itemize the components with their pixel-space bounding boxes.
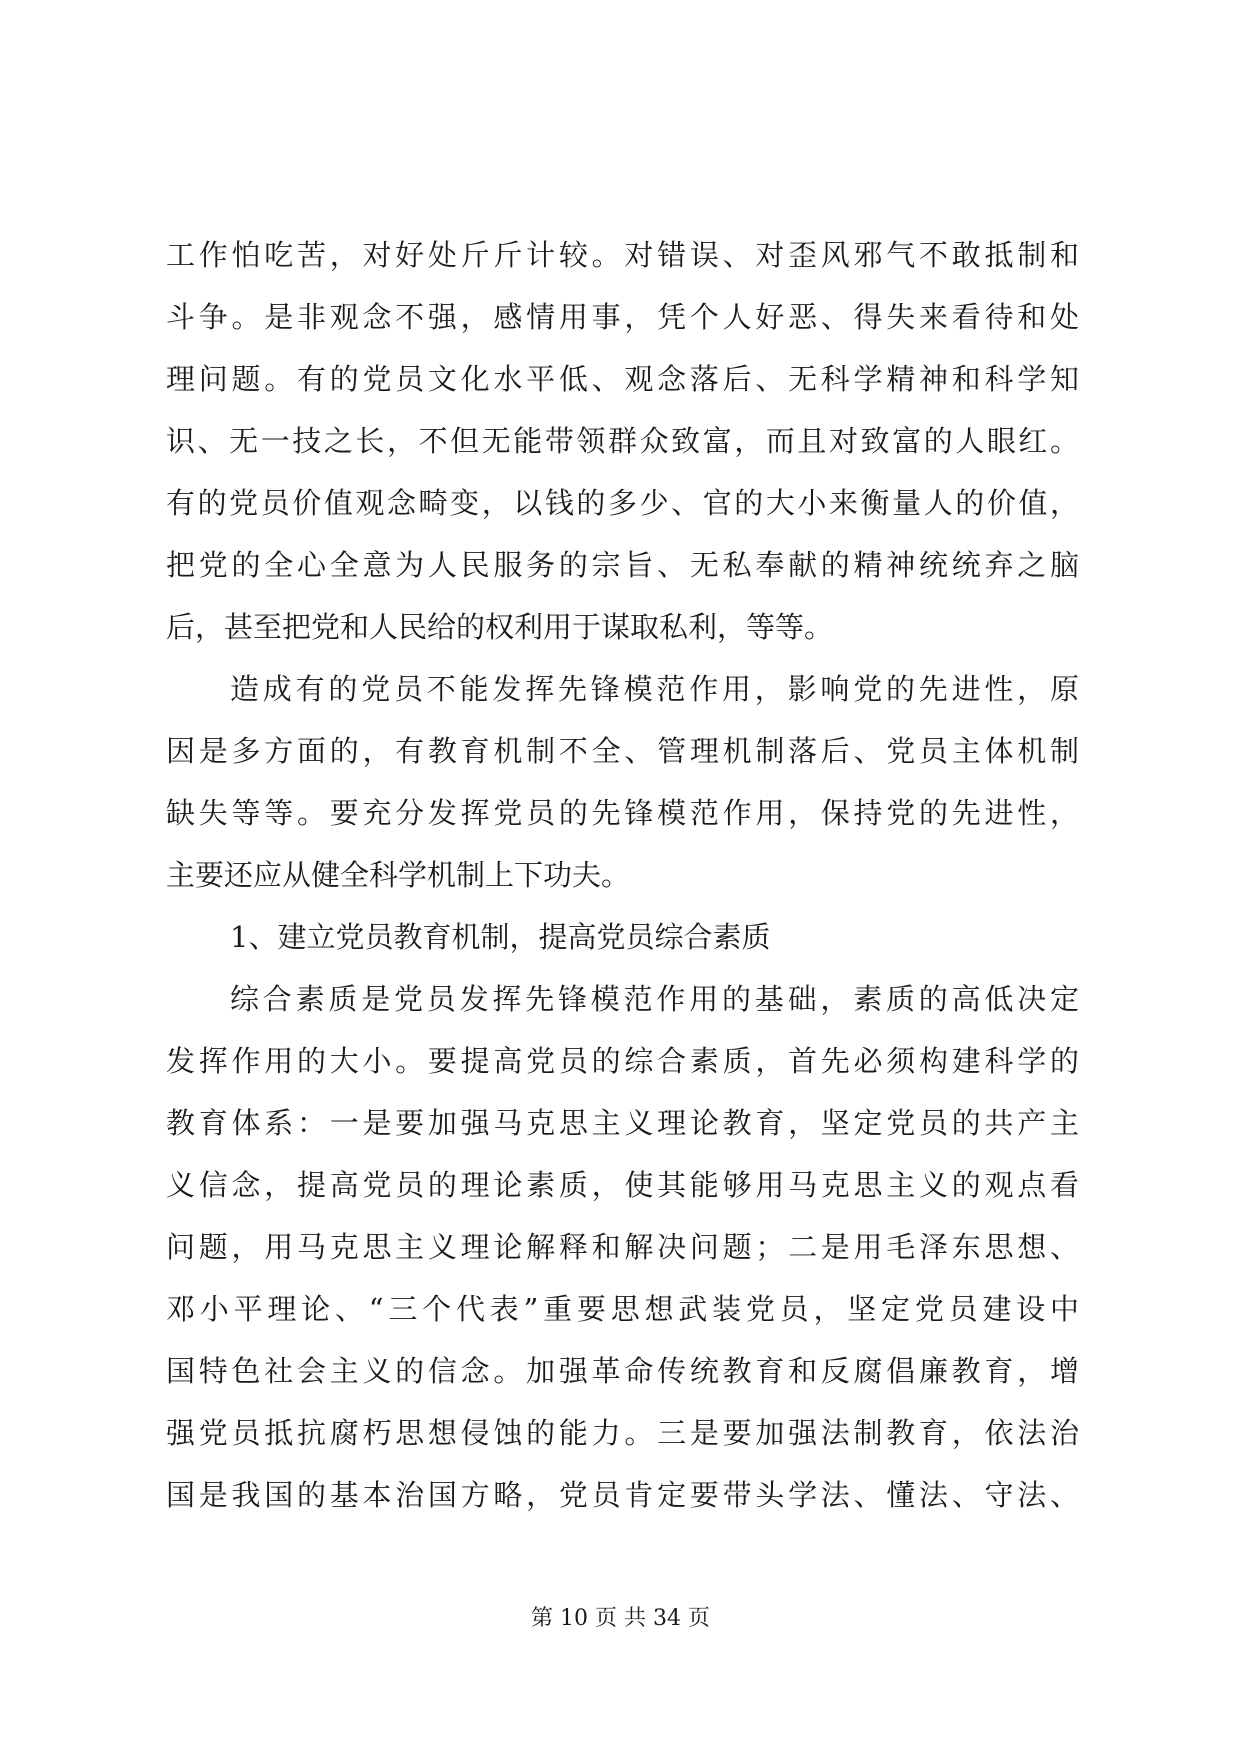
text-line: 缺失等等。要充分发挥党员的先锋模范作用，保持党的先进性，: [166, 796, 1079, 830]
text-line: 斗争。是非观念不强，感情用事，凭个人好恶、得失来看待和处: [166, 300, 1079, 334]
text-line: 义信念，提高党员的理论素质，使其能够用马克思主义的观点看: [166, 1168, 1079, 1202]
text-line: 识、无一技之长，不但无能带领群众致富，而且对致富的人眼红。: [166, 424, 1079, 458]
page-number: 第 10 页 共 34 页: [531, 1606, 710, 1631]
text-line: 造成有的党员不能发挥先锋模范作用，影响党的先进性，原: [230, 672, 1079, 706]
text-line: 1、建立党员教育机制，提高党员综合素质: [230, 920, 771, 954]
text-line: 把党的全心全意为人民服务的宗旨、无私奉献的精神统统弃之脑: [166, 548, 1079, 582]
text-line: 综合素质是党员发挥先锋模范作用的基础，素质的高低决定: [230, 982, 1079, 1016]
text-line: 发挥作用的大小。要提高党员的综合素质，首先必须构建科学的: [166, 1044, 1079, 1078]
text-line: 有的党员价值观念畸变，以钱的多少、官的大小来衡量人的价值，: [166, 486, 1079, 520]
text-line: 邓小平理论、“三个代表”重要思想武装党员，坚定党员建设中: [166, 1292, 1079, 1326]
page-footer: [0, 1604, 1241, 1634]
text-line: 强党员抵抗腐朽思想侵蚀的能力。三是要加强法制教育，依法治: [166, 1416, 1079, 1450]
text-line: 教育体系：一是要加强马克思主义理论教育，坚定党员的共产主: [166, 1106, 1079, 1140]
text-line: 国特色社会主义的信念。加强革命传统教育和反腐倡廉教育，增: [166, 1354, 1079, 1388]
text-line: 主要还应从健全科学机制上下功夫。: [166, 858, 631, 892]
text-line: 因是多方面的，有教育机制不全、管理机制落后、党员主体机制: [166, 734, 1079, 768]
body-text: [166, 224, 1079, 1526]
text-line: 理问题。有的党员文化水平低、观念落后、无科学精神和科学知: [166, 362, 1079, 396]
text-line: 工作怕吃苦，对好处斤斤计较。对错误、对歪风邪气不敢抵制和: [166, 238, 1079, 272]
text-line: 后，甚至把党和人民给的权利用于谋取私利，等等。: [166, 610, 834, 644]
text-line: 国是我国的基本治国方略，党员肯定要带头学法、懂法、守法、: [166, 1478, 1079, 1512]
text-line: 问题，用马克思主义理论解释和解决问题；二是用毛泽东思想、: [166, 1230, 1079, 1264]
